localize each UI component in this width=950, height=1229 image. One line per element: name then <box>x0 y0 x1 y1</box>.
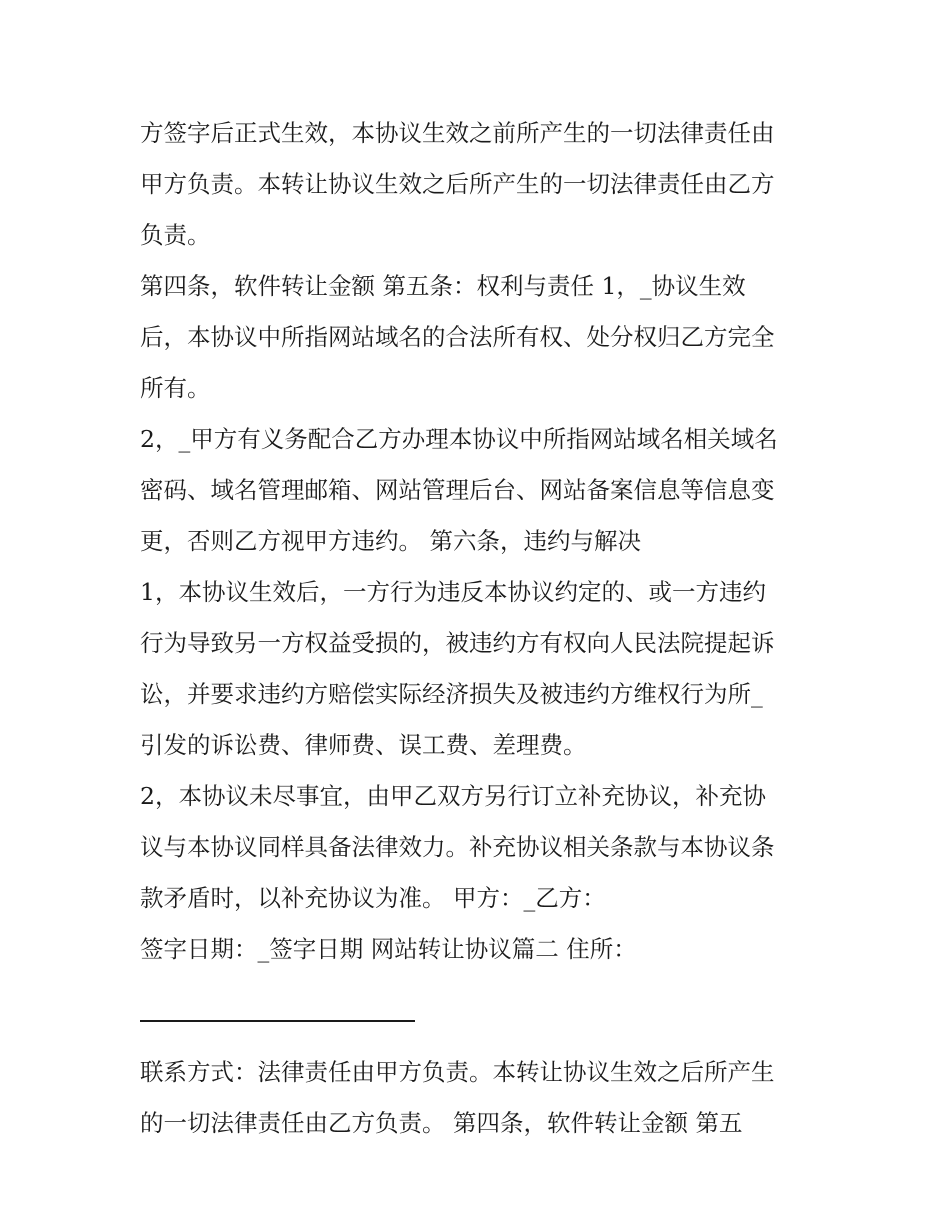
text-line: 1，本协议生效后，一方行为违反本协议约定的、或一方违约 <box>140 578 766 606</box>
document-body <box>140 108 820 1149</box>
text-line: 引发的诉讼费、律师费、误工费、差理费。 <box>140 731 587 759</box>
text-line: 签字日期：_签字日期 网站转让协议篇二 住所： <box>140 935 637 963</box>
text-line: 联系方式：法律责任由甲方负责。本转让协议生效之后所产生 <box>140 1057 775 1086</box>
text-line: 负责。 <box>140 221 211 249</box>
text-line: 议与本协议同样具备法律效力。补充协议相关条款与本协议条 <box>140 833 775 861</box>
text-line: 第四条，软件转让金额 第五条：权利与责任 1，_协议生效 <box>140 272 746 300</box>
text-line: 更，否则乙方视甲方违约。 第六条，违约与解决 <box>140 527 641 555</box>
text-line: 行为导致另一方权益受损的，被违约方有权向人民法院提起诉 <box>140 629 775 657</box>
text-line: 后，本协议中所指网站域名的合法所有权、处分权归乙方完全 <box>140 323 775 351</box>
text-line: 的一切法律责任由乙方负责。 第四条，软件转让金额 第五 <box>140 1108 743 1137</box>
text-line: 甲方负责。本转让协议生效之后所产生的一切法律责任由乙方 <box>140 170 775 198</box>
text-line: 方签字后正式生效，本协议生效之前所产生的一切法律责任由 <box>140 119 775 147</box>
signature-underline <box>140 1020 415 1022</box>
text-line: 2，_甲方有义务配合乙方办理本协议中所指网站域名相关域名 <box>140 425 778 453</box>
text-line: 讼，并要求违约方赔偿实际经济损失及被违约方维权行为所_ <box>140 680 763 708</box>
text-line: 所有。 <box>140 374 211 402</box>
text-line: 密码、域名管理邮箱、网站管理后台、网站备案信息等信息变 <box>140 476 775 504</box>
text-line: 2，本协议未尽事宜，由甲乙双方另行订立补充协议，补充协 <box>140 782 766 810</box>
text-line: 款矛盾时，以补充协议为准。 甲方：_乙方： <box>140 884 606 912</box>
